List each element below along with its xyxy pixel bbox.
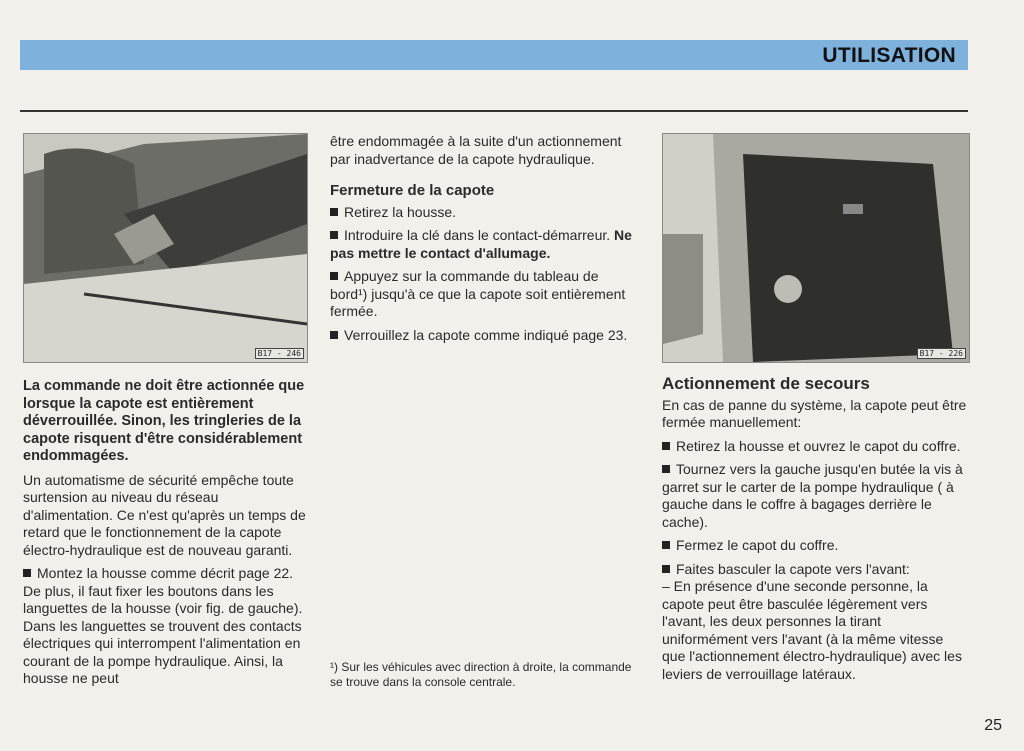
trunk-illustration [663, 134, 969, 362]
bullet-icon [330, 331, 338, 339]
list-item-text: Appuyez sur la commande du tableau de bord¹) jusqu'à ce que la capote soit entièrement fermée. [330, 268, 626, 319]
list-item-text: Retirez la housse. [344, 203, 457, 220]
list-item-text: Fermez le capot du coffre. [676, 537, 839, 553]
footnote [330, 660, 636, 690]
list-item [330, 204, 636, 222]
bullet-icon [662, 565, 670, 573]
list-item-text: Tournez vers la gauche jusqu'en butée la vis à garret sur le carter de la pompe hydraulique ( à gauche dans le coffre à bagages derrière le cache). [662, 461, 963, 530]
list-item-bold-text: Ne pas mettre le contact d'allumage. [330, 227, 632, 261]
section-heading: Fermeture de la capote [330, 182, 495, 199]
figure-label: B17 - 246 [255, 348, 304, 359]
list-item-text: Verrouillez la capote comme indiqué page 23. [344, 326, 628, 343]
list-item [662, 561, 968, 579]
left-column [23, 378, 306, 694]
list-item [330, 227, 636, 262]
trunk-photo [662, 133, 970, 363]
safety-paragraph: Un automatisme de sécurité empêche toute surtension au niveau du réseau d'alimentation. Ce n'est qu'après un temps de retard que le fonctionnement de la capote électro-hydraulique est de nouveau garanti. [23, 471, 306, 558]
bullet-icon [662, 442, 670, 450]
middle-column [330, 133, 636, 350]
bullet-icon [662, 541, 670, 549]
bullet-icon [662, 465, 670, 473]
header-rule [20, 110, 968, 112]
section-heading: Actionnement de secours [662, 374, 870, 393]
bullet-icon [330, 231, 338, 239]
convertible-top-illustration [24, 134, 307, 362]
section-header-band [20, 40, 968, 70]
page-number: 25 [984, 717, 1002, 734]
convertible-top-photo [23, 133, 308, 363]
bullet-icon [330, 272, 338, 280]
bullet-icon [330, 208, 338, 216]
list-item-text: Faites basculer la capote vers l'avant: [676, 560, 910, 577]
list-item [330, 327, 636, 345]
section-title: UTILISATION [822, 44, 956, 67]
list-item-text: Montez la housse comme décrit page 22. De plus, il faut fixer les boutons dans les languettes de la housse (voir fig. de gauche). Dans les languettes se trouvent des contacts électriques qui interrompent l'alimentation en courant de la pompe hydraulique. Ainsi, la housse ne peut [23, 565, 303, 686]
list-item [662, 537, 968, 555]
intro-paragraph: En cas de panne du système, la capote peut être fermée manuellement: [662, 396, 967, 430]
right-column [662, 375, 968, 689]
list-item [23, 565, 306, 688]
figure-label: B17 - 226 [917, 348, 966, 359]
list-item-text: Introduire la clé dans le contact-démarreur. [344, 227, 611, 243]
list-item [330, 268, 636, 321]
footnote-text: ¹) Sur les véhicules avec direction à droite, la commande se trouve dans la console centrale. [330, 660, 632, 689]
continuation-paragraph: être endommagée à la suite d'un actionnement par inadvertance de la capote hydraulique. [330, 133, 622, 167]
list-item-detail: – En présence d'une seconde personne, la capote peut être basculée légèrement vers l'avant, les deux personnes la tirant uniformément vers l'avant (à la même vitesse que l'actionnement électro-hydraulique) avec les leviers de verrouillage latéraux. [662, 578, 962, 682]
list-item [662, 438, 968, 456]
list-item [662, 461, 968, 531]
list-item-text: Retirez la housse et ouvrez le capot du coffre. [676, 437, 961, 454]
bullet-icon [23, 569, 31, 577]
warning-text: La commande ne doit être actionnée que lorsque la capote est entièrement déverrouillée. Sinon, les tringleries de la capote risquent d'être considérablement endommagées. [23, 378, 305, 464]
